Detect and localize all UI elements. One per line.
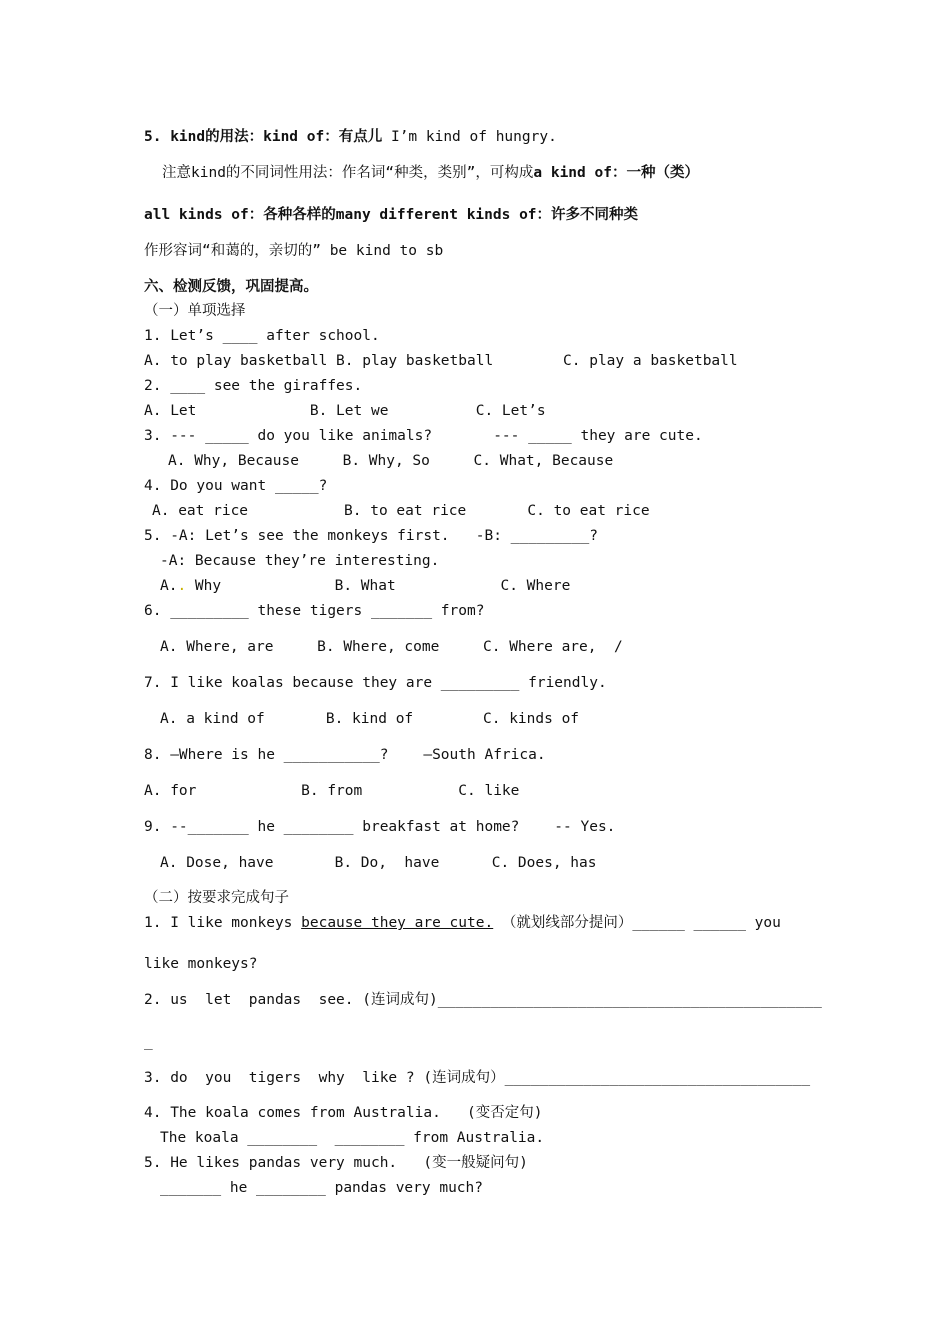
question-1-options: A. to play basketball B. play basketball C. play a basketball xyxy=(144,353,738,369)
note-adj-usage: 作形容词“和蔼的，亲切的” be kind to sb xyxy=(144,243,444,259)
sentence-1-prefix: 1. I like monkeys xyxy=(144,915,302,931)
sentence-1 xyxy=(144,914,781,932)
question-3: 3. --- _____ do you like animals? --- _____ they are cute. xyxy=(144,428,703,444)
sentence-4: 4. The koala comes from Australia. (变否定句) xyxy=(144,1105,543,1121)
sentence-1-suffix: （就划线部分提问）______ ______ you xyxy=(493,915,781,931)
question-8: 8. —Where is he ___________? —South Africa. xyxy=(144,747,546,763)
question-6-options: A. Where, are B. Where, come C. Where are, / xyxy=(160,639,623,655)
question-5-options-rest: Why B. What C. Where xyxy=(186,578,571,594)
part2-title: （二）按要求完成句子 xyxy=(144,890,289,906)
question-5: 5. -A: Let’s see the monkeys first. -B: _________? xyxy=(144,528,598,544)
question-5-option-a: A. xyxy=(160,578,178,594)
note-all-kinds: all kinds of：各种各样的many different kinds of：许多不同种类 xyxy=(144,207,639,223)
sentence-2: 2. us let pandas see. (连词成句)____________________________________________ xyxy=(144,992,822,1008)
note-noun-usage-prefix: 注意kind的不同词性用法：作名词“种类，类别”，可构成 xyxy=(162,165,534,181)
question-8-options: A. for B. from C. like xyxy=(144,783,520,799)
question-9: 9. --_______ he ________ breakfast at home? -- Yes. xyxy=(144,819,616,835)
part1-title: （一）单项选择 xyxy=(144,303,246,319)
note-item5-example: I’m kind of hungry. xyxy=(382,129,557,145)
question-9-options: A. Dose, have B. Do, have C. Does, has xyxy=(160,855,597,871)
section6-title: 六、检测反馈，巩固提高。 xyxy=(144,279,318,295)
sentence-5-line2: _______ he ________ pandas very much? xyxy=(160,1180,484,1196)
sentence-5: 5. He likes pandas very much. (变一般疑问句) xyxy=(144,1155,528,1171)
question-7-options: A. a kind of B. kind of C. kinds of xyxy=(160,711,580,727)
sentence-2-tail: _ xyxy=(144,1034,153,1050)
question-4-options: A. eat rice B. to eat rice C. to eat rice xyxy=(152,503,650,519)
question-2: 2. ____ see the giraffes. xyxy=(144,378,363,394)
note-noun-usage xyxy=(162,164,699,182)
sentence-1-line2: like monkeys? xyxy=(144,956,258,972)
question-7: 7. I like koalas because they are _________ friendly. xyxy=(144,675,607,691)
question-4: 4. Do you want _____? xyxy=(144,478,328,494)
question-2-options: A. Let B. Let we C. Let’s xyxy=(144,403,546,419)
question-3-options: A. Why, Because B. Why, So C. What, Because xyxy=(168,453,614,469)
sentence-3: 3. do you tigers why like ? (连词成句）___________________________________ xyxy=(144,1070,811,1086)
note-item5 xyxy=(144,128,557,146)
note-item5-title: 5. kind的用法：kind of：有点儿 xyxy=(144,129,383,145)
bullet-dot-icon: . xyxy=(177,578,187,594)
note-noun-usage-bold: a kind of：一种（类） xyxy=(533,165,699,181)
sentence-1-underlined: because they are cute. xyxy=(301,915,494,931)
question-5-line2: -A: Because they’re interesting. xyxy=(160,553,440,569)
question-6: 6. _________ these tigers _______ from? xyxy=(144,603,485,619)
sentence-4-line2: The koala ________ ________ from Australia. xyxy=(160,1130,545,1146)
question-1: 1. Let’s ____ after school. xyxy=(144,328,380,344)
question-5-options xyxy=(160,577,570,595)
